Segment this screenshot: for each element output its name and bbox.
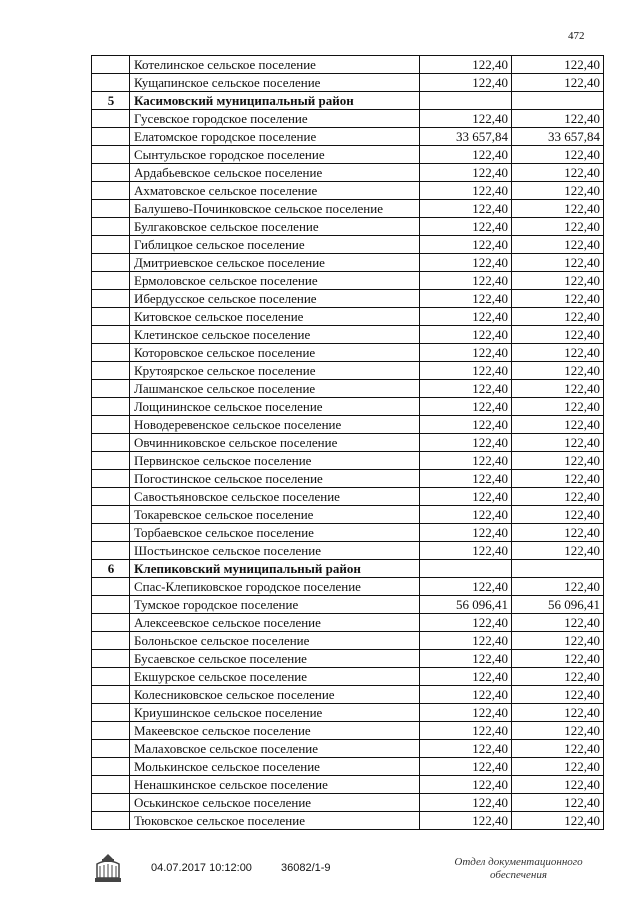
value-col-2: 122,40 bbox=[512, 668, 604, 686]
table-row bbox=[92, 488, 604, 506]
value-col-1: 122,40 bbox=[420, 272, 512, 290]
row-number bbox=[92, 434, 130, 452]
value-col-1: 122,40 bbox=[420, 326, 512, 344]
settlement-name: Болоньское сельское поселение bbox=[130, 632, 420, 650]
table-row bbox=[92, 272, 604, 290]
value-col-1: 122,40 bbox=[420, 758, 512, 776]
value-col-1: 122,40 bbox=[420, 452, 512, 470]
settlement-name: Лощининское сельское поселение bbox=[130, 398, 420, 416]
value-col-1: 122,40 bbox=[420, 740, 512, 758]
row-number bbox=[92, 722, 130, 740]
value-col-1: 122,40 bbox=[420, 362, 512, 380]
value-col-1: 122,40 bbox=[420, 704, 512, 722]
row-number bbox=[92, 74, 130, 92]
row-number bbox=[92, 110, 130, 128]
settlement-name: Клепиковский муниципальный район bbox=[130, 560, 420, 578]
value-col-2: 122,40 bbox=[512, 578, 604, 596]
value-col-2: 122,40 bbox=[512, 164, 604, 182]
value-col-2: 122,40 bbox=[512, 110, 604, 128]
table-row bbox=[92, 650, 604, 668]
value-col-1: 122,40 bbox=[420, 650, 512, 668]
row-number bbox=[92, 740, 130, 758]
table-row bbox=[92, 794, 604, 812]
table-row bbox=[92, 326, 604, 344]
value-col-2: 122,40 bbox=[512, 452, 604, 470]
value-col-1: 122,40 bbox=[420, 380, 512, 398]
value-col-1: 122,40 bbox=[420, 524, 512, 542]
row-number bbox=[92, 506, 130, 524]
value-col-2: 122,40 bbox=[512, 812, 604, 830]
row-number bbox=[92, 578, 130, 596]
table-body bbox=[92, 56, 604, 830]
row-number bbox=[92, 596, 130, 614]
settlement-name: Торбаевское сельское поселение bbox=[130, 524, 420, 542]
settlement-name: Гиблицкое сельское поселение bbox=[130, 236, 420, 254]
value-col-2: 122,40 bbox=[512, 758, 604, 776]
value-col-1: 122,40 bbox=[420, 236, 512, 254]
settlement-name: Молькинское сельское поселение bbox=[130, 758, 420, 776]
settlement-name: Котелинское сельское поселение bbox=[130, 56, 420, 74]
value-col-1: 122,40 bbox=[420, 668, 512, 686]
value-col-2: 122,40 bbox=[512, 218, 604, 236]
table-row bbox=[92, 452, 604, 470]
settlement-name: Сынтульское городское поселение bbox=[130, 146, 420, 164]
table-row bbox=[92, 74, 604, 92]
row-number bbox=[92, 362, 130, 380]
row-number bbox=[92, 416, 130, 434]
value-col-1: 122,40 bbox=[420, 290, 512, 308]
value-col-1: 122,40 bbox=[420, 416, 512, 434]
value-col-1: 122,40 bbox=[420, 344, 512, 362]
value-col-1 bbox=[420, 92, 512, 110]
value-col-2: 122,40 bbox=[512, 254, 604, 272]
table-row bbox=[92, 218, 604, 236]
row-number bbox=[92, 272, 130, 290]
value-col-1: 122,40 bbox=[420, 308, 512, 326]
settlement-name: Савостьяновское сельское поселение bbox=[130, 488, 420, 506]
row-number: 5 bbox=[92, 92, 130, 110]
value-col-1: 122,40 bbox=[420, 200, 512, 218]
value-col-1: 56 096,41 bbox=[420, 596, 512, 614]
settlement-name: Ахматовское сельское поселение bbox=[130, 182, 420, 200]
value-col-2: 122,40 bbox=[512, 182, 604, 200]
table-row bbox=[92, 758, 604, 776]
value-col-2: 122,40 bbox=[512, 470, 604, 488]
table-row bbox=[92, 632, 604, 650]
row-number bbox=[92, 812, 130, 830]
value-col-1: 122,40 bbox=[420, 182, 512, 200]
budget-table bbox=[91, 55, 604, 830]
row-number bbox=[92, 398, 130, 416]
settlement-name: Балушево-Починковское сельское поселение bbox=[130, 200, 420, 218]
value-col-2: 122,40 bbox=[512, 308, 604, 326]
table-row bbox=[92, 362, 604, 380]
value-col-2: 122,40 bbox=[512, 362, 604, 380]
settlement-name: Овчинниковское сельское поселение bbox=[130, 434, 420, 452]
table-row bbox=[92, 398, 604, 416]
table-row bbox=[92, 236, 604, 254]
value-col-2: 122,40 bbox=[512, 380, 604, 398]
footer bbox=[91, 852, 601, 892]
settlement-name: Дмитриевское сельское поселение bbox=[130, 254, 420, 272]
footer-date: 04.07.2017 10:12:00 bbox=[151, 862, 252, 874]
row-number bbox=[92, 380, 130, 398]
value-col-2: 33 657,84 bbox=[512, 128, 604, 146]
table-row bbox=[92, 344, 604, 362]
value-col-1: 122,40 bbox=[420, 56, 512, 74]
row-number bbox=[92, 326, 130, 344]
table-row bbox=[92, 722, 604, 740]
value-col-2: 122,40 bbox=[512, 398, 604, 416]
value-col-2: 122,40 bbox=[512, 704, 604, 722]
table-row bbox=[92, 506, 604, 524]
footer-doc-number: 36082/1-9 bbox=[281, 862, 331, 874]
table-row bbox=[92, 704, 604, 722]
value-col-2: 122,40 bbox=[512, 344, 604, 362]
table-row bbox=[92, 542, 604, 560]
row-number bbox=[92, 614, 130, 632]
value-col-1: 122,40 bbox=[420, 578, 512, 596]
settlement-name: Тумское городское поселение bbox=[130, 596, 420, 614]
value-col-2: 122,40 bbox=[512, 650, 604, 668]
row-number bbox=[92, 254, 130, 272]
settlement-name: Китовское сельское поселение bbox=[130, 308, 420, 326]
value-col-1: 122,40 bbox=[420, 434, 512, 452]
row-number bbox=[92, 218, 130, 236]
settlement-name: Колесниковское сельское поселение bbox=[130, 686, 420, 704]
value-col-1: 122,40 bbox=[420, 488, 512, 506]
settlement-name: Макеевское сельское поселение bbox=[130, 722, 420, 740]
value-col-1: 122,40 bbox=[420, 506, 512, 524]
footer-department-line2: обеспечения bbox=[490, 869, 547, 881]
table-row bbox=[92, 110, 604, 128]
value-col-2: 122,40 bbox=[512, 632, 604, 650]
value-col-1: 122,40 bbox=[420, 812, 512, 830]
settlement-name: Погостинское сельское поселение bbox=[130, 470, 420, 488]
coat-of-arms-icon bbox=[91, 852, 125, 886]
value-col-2: 122,40 bbox=[512, 200, 604, 218]
table-section-row bbox=[92, 92, 604, 110]
value-col-2: 122,40 bbox=[512, 416, 604, 434]
table-row bbox=[92, 614, 604, 632]
row-number bbox=[92, 488, 130, 506]
settlement-name: Бусаевское сельское поселение bbox=[130, 650, 420, 668]
table-row bbox=[92, 524, 604, 542]
value-col-1: 122,40 bbox=[420, 470, 512, 488]
value-col-2: 122,40 bbox=[512, 740, 604, 758]
table-row bbox=[92, 776, 604, 794]
row-number bbox=[92, 542, 130, 560]
settlement-name: Лашманское сельское поселение bbox=[130, 380, 420, 398]
value-col-2: 122,40 bbox=[512, 272, 604, 290]
value-col-1: 122,40 bbox=[420, 794, 512, 812]
value-col-2: 56 096,41 bbox=[512, 596, 604, 614]
value-col-2: 122,40 bbox=[512, 524, 604, 542]
row-number: 6 bbox=[92, 560, 130, 578]
row-number bbox=[92, 182, 130, 200]
value-col-1: 122,40 bbox=[420, 542, 512, 560]
settlement-name: Ермоловское сельское поселение bbox=[130, 272, 420, 290]
table-row bbox=[92, 434, 604, 452]
row-number bbox=[92, 164, 130, 182]
settlement-name: Клетинское сельское поселение bbox=[130, 326, 420, 344]
value-col-2: 122,40 bbox=[512, 722, 604, 740]
value-col-2: 122,40 bbox=[512, 776, 604, 794]
footer-department bbox=[436, 856, 601, 882]
settlement-name: Касимовский муниципальный район bbox=[130, 92, 420, 110]
table-row bbox=[92, 308, 604, 326]
value-col-1: 122,40 bbox=[420, 146, 512, 164]
row-number bbox=[92, 290, 130, 308]
value-col-2: 122,40 bbox=[512, 290, 604, 308]
settlement-name: Екшурское сельское поселение bbox=[130, 668, 420, 686]
row-number bbox=[92, 650, 130, 668]
settlement-name: Ибердусское сельское поселение bbox=[130, 290, 420, 308]
table-row bbox=[92, 470, 604, 488]
footer-department-line1: Отдел документационного bbox=[454, 856, 583, 868]
value-col-2: 122,40 bbox=[512, 542, 604, 560]
value-col-2: 122,40 bbox=[512, 686, 604, 704]
row-number bbox=[92, 344, 130, 362]
table-row bbox=[92, 416, 604, 434]
settlement-name: Новодеревенское сельское поселение bbox=[130, 416, 420, 434]
settlement-name: Спас-Клепиковское городское поселение bbox=[130, 578, 420, 596]
settlement-name: Крутоярское сельское поселение bbox=[130, 362, 420, 380]
row-number bbox=[92, 236, 130, 254]
table-row bbox=[92, 164, 604, 182]
table-row bbox=[92, 128, 604, 146]
row-number bbox=[92, 146, 130, 164]
row-number bbox=[92, 758, 130, 776]
row-number bbox=[92, 452, 130, 470]
row-number bbox=[92, 470, 130, 488]
settlement-name: Оськинское сельское поселение bbox=[130, 794, 420, 812]
row-number bbox=[92, 308, 130, 326]
settlement-name: Которовское сельское поселение bbox=[130, 344, 420, 362]
row-number bbox=[92, 524, 130, 542]
table-row bbox=[92, 200, 604, 218]
settlement-name: Алексеевское сельское поселение bbox=[130, 614, 420, 632]
table-row bbox=[92, 668, 604, 686]
table-row bbox=[92, 290, 604, 308]
table-section-row bbox=[92, 560, 604, 578]
table-row bbox=[92, 686, 604, 704]
settlement-name: Криушинское сельское поселение bbox=[130, 704, 420, 722]
value-col-1: 122,40 bbox=[420, 686, 512, 704]
value-col-2 bbox=[512, 92, 604, 110]
table-row bbox=[92, 146, 604, 164]
value-col-1 bbox=[420, 560, 512, 578]
row-number bbox=[92, 632, 130, 650]
value-col-2: 122,40 bbox=[512, 488, 604, 506]
value-col-2: 122,40 bbox=[512, 236, 604, 254]
value-col-1: 122,40 bbox=[420, 74, 512, 92]
settlement-name: Шостьинское сельское поселение bbox=[130, 542, 420, 560]
settlement-name: Булгаковское сельское поселение bbox=[130, 218, 420, 236]
table-row bbox=[92, 812, 604, 830]
table-row bbox=[92, 254, 604, 272]
value-col-1: 122,40 bbox=[420, 398, 512, 416]
value-col-2 bbox=[512, 560, 604, 578]
value-col-2: 122,40 bbox=[512, 794, 604, 812]
value-col-1: 122,40 bbox=[420, 254, 512, 272]
value-col-2: 122,40 bbox=[512, 506, 604, 524]
settlement-name: Ардабьевское сельское поселение bbox=[130, 164, 420, 182]
row-number bbox=[92, 794, 130, 812]
value-col-1: 122,40 bbox=[420, 614, 512, 632]
value-col-1: 122,40 bbox=[420, 110, 512, 128]
value-col-1: 33 657,84 bbox=[420, 128, 512, 146]
value-col-1: 122,40 bbox=[420, 632, 512, 650]
settlement-name: Первинское сельское поселение bbox=[130, 452, 420, 470]
row-number bbox=[92, 686, 130, 704]
value-col-2: 122,40 bbox=[512, 614, 604, 632]
value-col-2: 122,40 bbox=[512, 146, 604, 164]
table-row bbox=[92, 380, 604, 398]
settlement-name: Малаховское сельское поселение bbox=[130, 740, 420, 758]
row-number bbox=[92, 56, 130, 74]
value-col-2: 122,40 bbox=[512, 56, 604, 74]
row-number bbox=[92, 776, 130, 794]
value-col-2: 122,40 bbox=[512, 326, 604, 344]
table-row bbox=[92, 740, 604, 758]
value-col-2: 122,40 bbox=[512, 74, 604, 92]
settlement-name: Гусевское городское поселение bbox=[130, 110, 420, 128]
value-col-1: 122,40 bbox=[420, 164, 512, 182]
settlement-name: Кущапинское сельское поселение bbox=[130, 74, 420, 92]
table-row bbox=[92, 596, 604, 614]
settlement-name: Ненашкинское сельское поселение bbox=[130, 776, 420, 794]
settlement-name: Елатомское городское поселение bbox=[130, 128, 420, 146]
value-col-2: 122,40 bbox=[512, 434, 604, 452]
row-number bbox=[92, 200, 130, 218]
row-number bbox=[92, 668, 130, 686]
table-row bbox=[92, 56, 604, 74]
value-col-1: 122,40 bbox=[420, 776, 512, 794]
settlement-name: Токаревское сельское поселение bbox=[130, 506, 420, 524]
row-number bbox=[92, 128, 130, 146]
settlement-name: Тюковское сельское поселение bbox=[130, 812, 420, 830]
table-row bbox=[92, 578, 604, 596]
value-col-1: 122,40 bbox=[420, 722, 512, 740]
value-col-1: 122,40 bbox=[420, 218, 512, 236]
table-row bbox=[92, 182, 604, 200]
row-number bbox=[92, 704, 130, 722]
page-number: 472 bbox=[568, 30, 585, 42]
